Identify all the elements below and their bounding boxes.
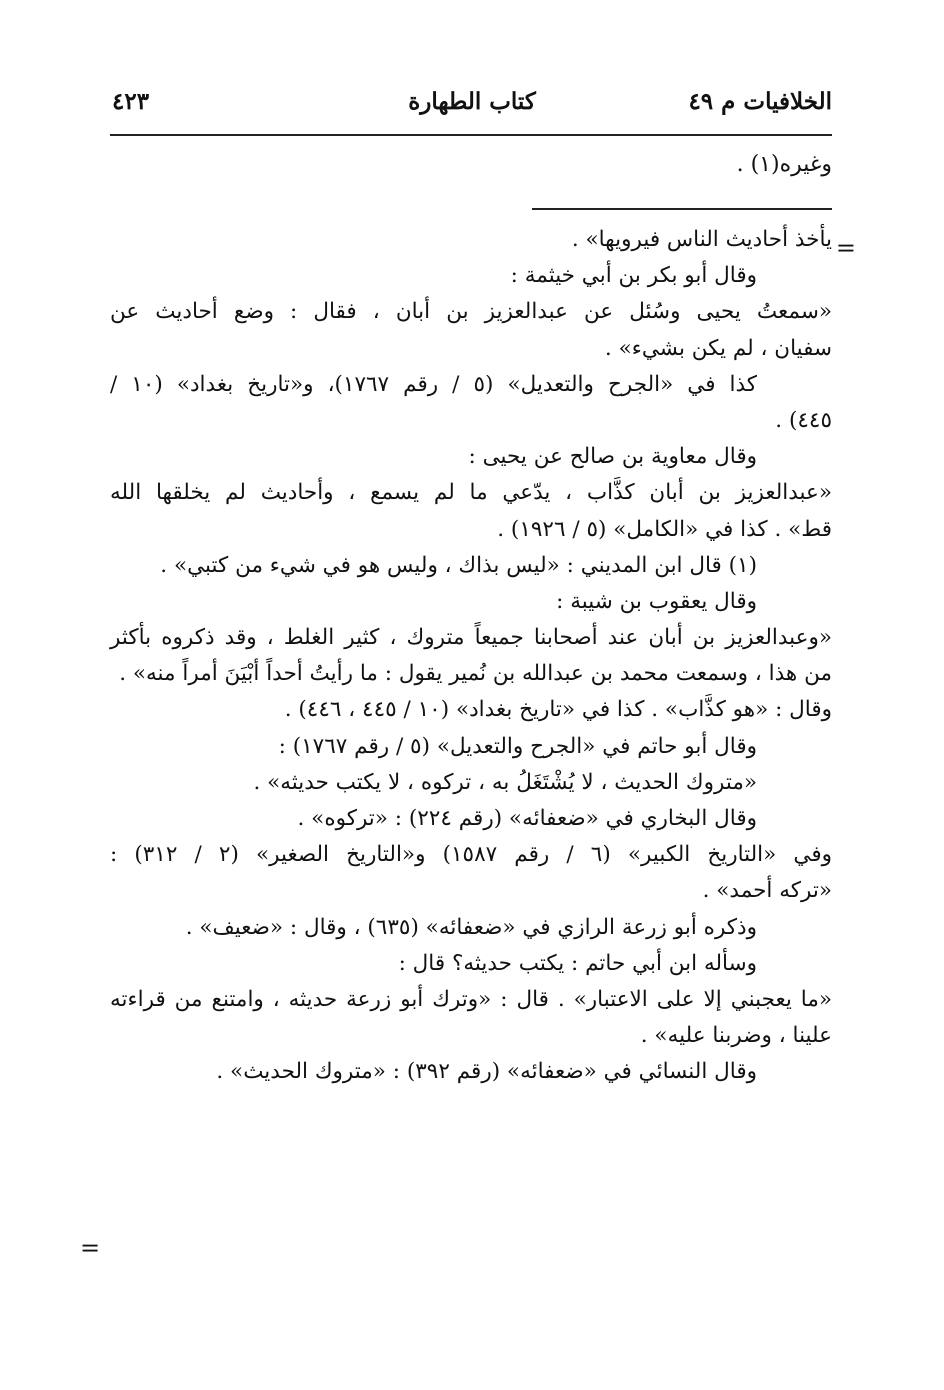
footnote-line: «متروك الحديث ، لا يُشْتَغَلُ به ، تركوه ، لا يكتب حديثه» . [253,769,757,795]
header-rule [110,134,832,136]
footnote-line: من هذا ، وسمعت محمد بن عبدالله بن نُمير يقول : ما رأيتُ أحداً أبْيَنَ أمراً منه» . [119,661,832,687]
footnote-line: كذا في «الجرح والتعديل» (٥ / رقم ١٧٦٧)، و«تاريخ بغداد» (١٠ / [110,371,758,397]
main-text-line: وغيره(١) . [736,152,832,177]
footnote-line: وقال أبو حاتم في «الجرح والتعديل» (٥ / رقم ١٧٦٧) : [278,733,757,759]
footnote-line: ٤٤٥) . [775,407,832,433]
running-header-book-title: كتاب الطهارة [408,88,536,115]
footnote-line: «عبدالعزيز بن أبان كذَّاب ، يدّعي ما لم يسمع ، وأحاديث لم يخلقها الله [110,480,832,506]
footnote-line: «وعبدالعزيز بن أبان عند أصحابنا جميعاً متروك ، كثير الغلط ، وقد ذكروه بأكثر [110,625,832,651]
footnote-line: وسأله ابن أبي حاتم : يكتب حديثه؟ قال : [398,950,757,976]
footnote-line-1: (١) قال ابن المديني : «ليس بذاك ، وليس هو في شيء من كتبي» . [160,552,757,578]
footnote-line: «سمعتُ يحيى وسُئل عن عبدالعزيز بن أبان ، فقال : وضع أحاديث عن [110,299,832,325]
footnote-line: وقال النسائي في «ضعفائه» (رقم ٣٩٢) : «متروك الحديث» . [216,1059,757,1085]
footnote-line: يأخذ أحاديث الناس فيرويها» . [571,227,832,252]
footnote-line: وقال يعقوب بن شيبة : [556,588,757,614]
footnote-separator [532,208,832,210]
footnote-line: وقال معاوية بن صالح عن يحيى : [468,444,757,470]
footnote-line: «ما يعجبني إلا على الاعتبار» . قال : «وترك أبو زرعة حديثه ، وامتنع من قراءته [110,986,832,1012]
continuation-mark-top: = [835,234,856,262]
footnote-line: قط» . كذا في «الكامل» (٥ / ١٩٢٦) . [497,516,832,542]
footnote-line: وفي «التاريخ الكبير» (٦ / رقم ١٥٨٧) و«التاريخ الصغير» (٢ / ٣١٢) : [110,842,833,868]
footnote-line: وقال : «هو كذَّاب» . كذا في «تاريخ بغداد» (١٠ / ٤٤٥ ، ٤٤٦) . [284,697,832,723]
continuation-mark-bottom: = [80,1234,101,1262]
footnote-line: علينا ، وضربنا عليه» . [640,1023,832,1049]
footnote-line: وقال أبو بكر بن أبي خيثمة : [510,263,757,289]
footnote-line: وقال البخاري في «ضعفائه» (رقم ٢٢٤) : «تركوه» . [297,806,757,831]
footnotes-block [110,222,832,1091]
running-header-chapter: الخلافيات م ٤٩ [688,88,832,115]
page-number: ٤٢٣ [112,88,150,115]
footnote-line: وذكره أبو زرعة الرازي في «ضعفائه» (٦٣٥) ، وقال : «ضعيف» . [185,914,757,940]
footnote-line: «تركه أحمد» . [702,878,832,904]
footnote-line: سفيان ، لم يكن بشيء» . [604,335,832,361]
